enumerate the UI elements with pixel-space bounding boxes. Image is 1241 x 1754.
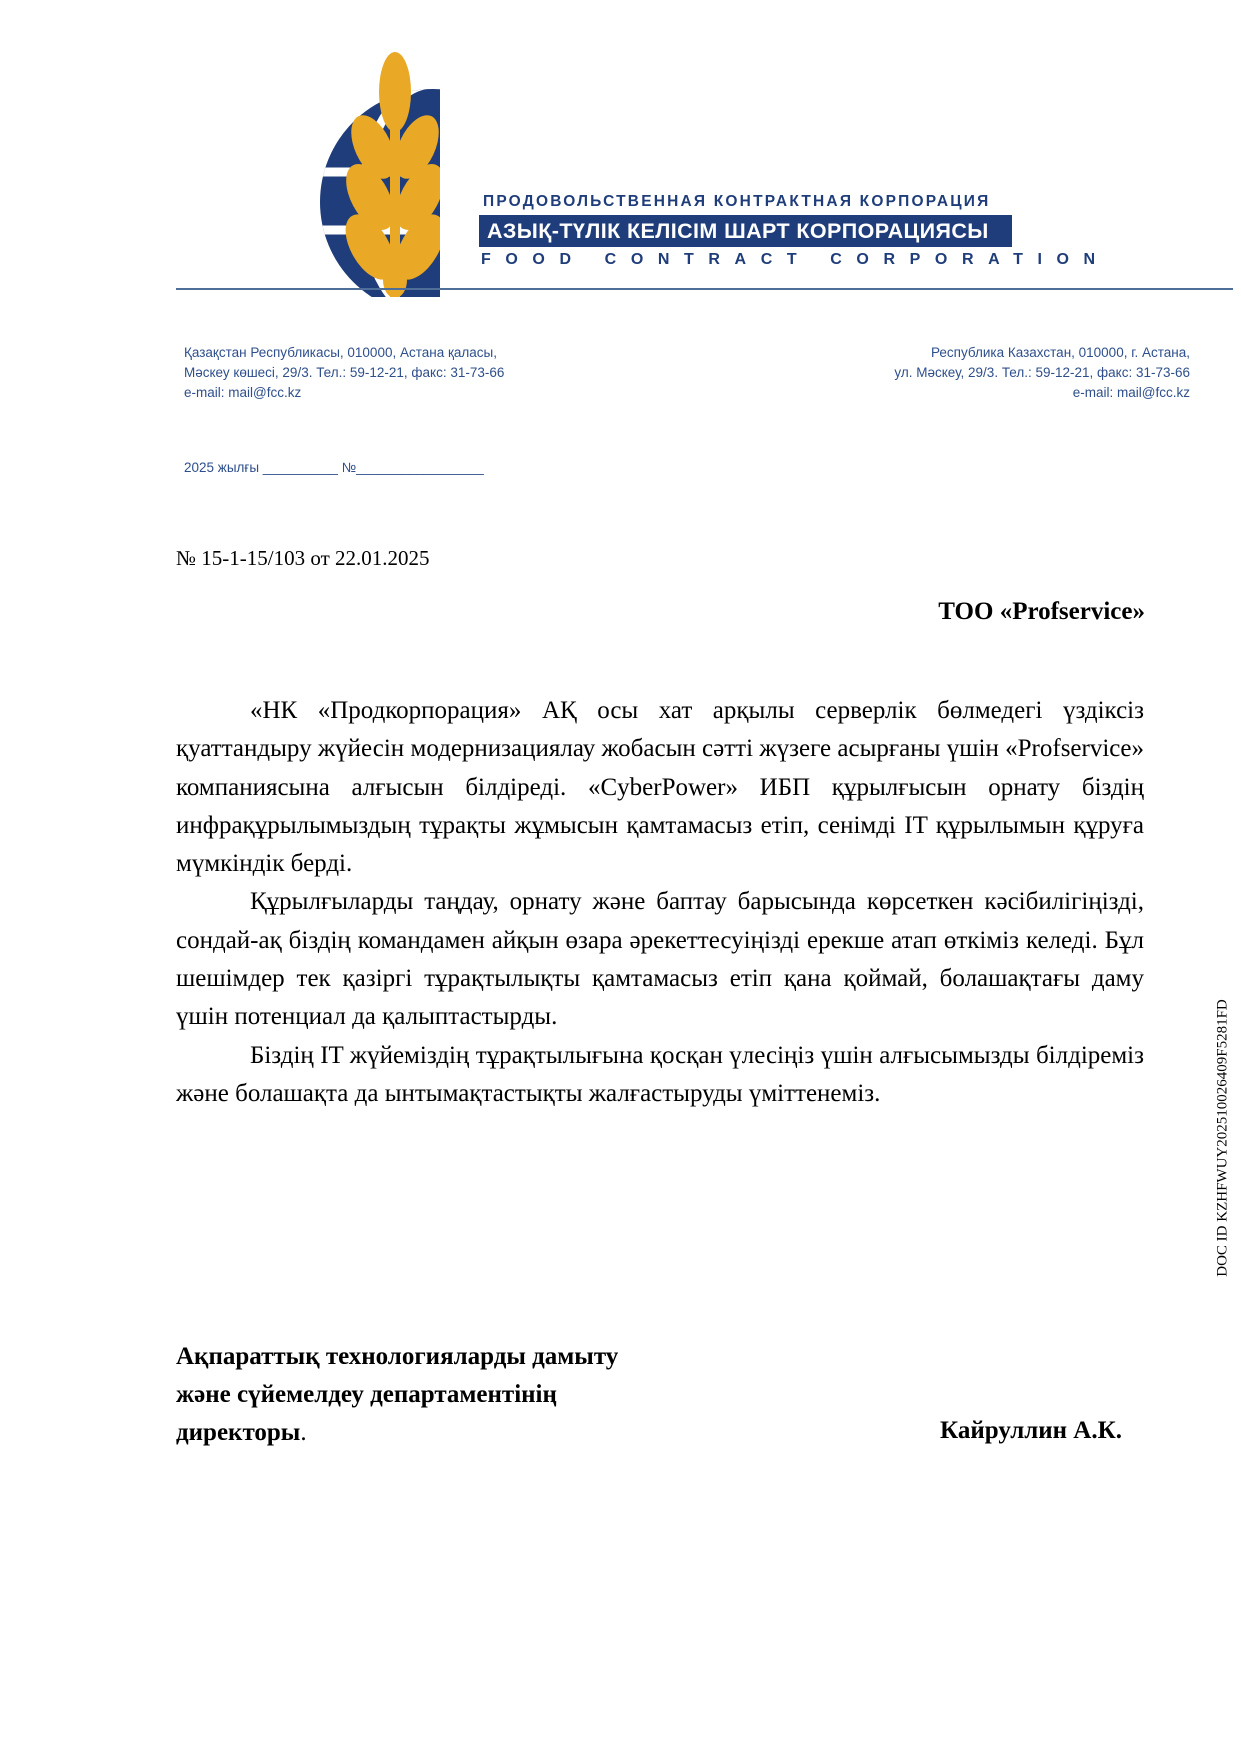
address-ru [894, 343, 1190, 403]
address-ru-line1: Республика Казахстан, 010000, г. Астана, [931, 345, 1190, 360]
signatory-title-line3 [176, 1414, 618, 1452]
address-ru-line2: ул. Мәскеу, 29/3. Тел.: 59-12-21, факс: 31-73-66 [894, 365, 1190, 380]
letter-body [176, 692, 1144, 1113]
address-kz [184, 343, 504, 403]
signatory-title-line1: Ақпараттық технологияларды дамыту [176, 1343, 619, 1370]
wheat-globe-logo-icon [310, 52, 440, 297]
paragraph-1: «НК «Продкорпорация» АҚ осы хат арқылы серверлік бөлмедегі үздіксіз қуаттандыру жүйесін модернизациялау жобасын сәтті жүзеге асырғаны үшін «Profservice» компаниясына алғысын білдіреді. «CyberPower» ИБП құрылғысын орнату біздің инфрақұрылымыздың тұрақты жұмысын қамтамасыз етіп, сенімді IT құрылымын құруға мүмкіндік берді. [176, 697, 1144, 878]
address-ru-email: e-mail: mail@fcc.kz [1072, 385, 1190, 400]
registration-line: 2025 жылғы __________ №_________________ [184, 460, 484, 475]
paragraph-3: Біздің IT жүйеміздің тұрақтылығына қосқан үлесіңіз үшін алғысымызды білдіреміз және болашақта да ынтымақтастықты жалғастыруды үміттенеміз. [176, 1041, 1144, 1107]
signatory-title-period: . [300, 1419, 307, 1446]
logo-title-ru: ПРОДОВОЛЬСТВЕННАЯ КОНТРАКТНАЯ КОРПОРАЦИЯ [483, 193, 991, 210]
recipient: ТОО «Profservice» [938, 598, 1145, 625]
signatory-title [176, 1338, 618, 1452]
document-id: DOC ID KZHFWUY20251002640​9F5281FD [1214, 999, 1231, 1277]
signatory-title-line2: және сүйемелдеу департаментінің [176, 1381, 557, 1408]
address-kz-line1: Қазақстан Республикасы, 010000, Астана қаласы, [184, 345, 497, 360]
signatory-name: Кайруллин А.К. [940, 1417, 1122, 1444]
header-divider [176, 288, 1233, 290]
address-kz-line2: Мәскеу көшесі, 29/3. Тел.: 59-12-21, факс: 31-73-66 [184, 365, 505, 380]
logo-title-kz: АЗЫҚ-ТҮЛІК КЕЛІСІМ ШАРТ КОРПОРАЦИЯСЫ [487, 219, 989, 243]
letter-reference: № 15-1-15/103 от 22.01.2025 [176, 546, 430, 570]
logo-title-en: FOOD CONTRACT CORPORATION [481, 251, 1110, 268]
address-kz-email: e-mail: mail@fcc.kz [184, 385, 302, 400]
paragraph-2: Құрылғыларды таңдау, орнату және баптау барысында көрсеткен кәсібилігіңізді, сондай-ақ біздің командамен айқын өзара әрекеттесуіңізді ерекше атап өткіміз келеді. Бұл шешімдер тек қазіргі тұрақтылықты қамтамасыз етіп қана қоймай, болашақтағы даму үшін потенциал да қалыптастырды. [176, 888, 1144, 1031]
signatory-title-line3-text: директоры [176, 1419, 301, 1446]
